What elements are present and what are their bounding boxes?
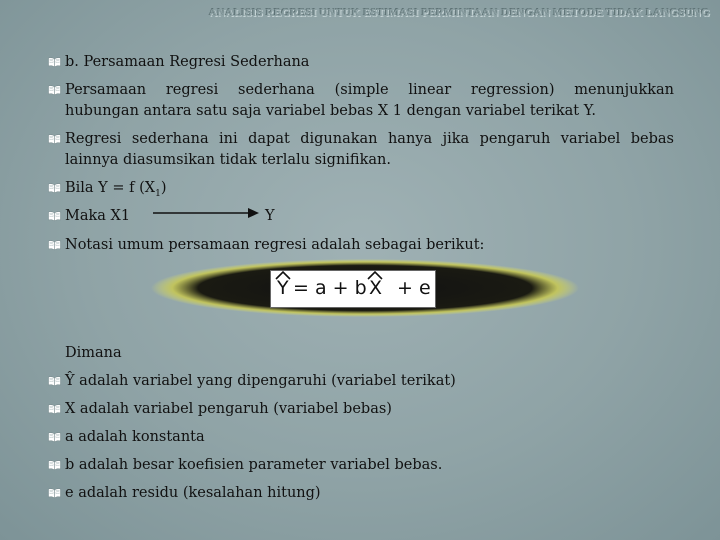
bullet-text: Bila Y = f $(X_1)$ (65, 180, 167, 199)
open-book-icon (48, 431, 61, 443)
open-book-icon (48, 459, 61, 471)
bullet-text: b. Persamaan Regresi Sederhana (65, 54, 310, 70)
formula-eq: = a + b (293, 277, 367, 299)
slide-title: ANALISIS REGRESI UNTUK ESTIMASI PERMINTAAN DENGAN METODE TIDAK LANGSUNG (209, 7, 710, 19)
formula-box (270, 270, 436, 308)
open-book-icon (48, 56, 61, 68)
bullet-item (48, 455, 674, 476)
hat-icon (367, 271, 383, 280)
bullet-text: Maka X1 (65, 208, 131, 224)
open-book-icon (48, 133, 61, 145)
bullet-text: X adalah variabel pengaruh (variabel bebas) (65, 401, 392, 417)
open-book-icon (48, 84, 61, 96)
bullet-text: hubungan antara satu saja variabel bebas X 1 dengan variabel terikat Y. (65, 103, 597, 119)
hat-icon (275, 271, 291, 280)
bullet-item (48, 371, 674, 392)
right-arrow-icon (153, 206, 259, 220)
bullet-item (48, 427, 674, 448)
bullet-item (48, 235, 674, 256)
formula-plus-e: + e (397, 277, 431, 299)
open-book-icon (48, 403, 61, 415)
formula-x: X (369, 277, 383, 299)
bullet-item (48, 129, 674, 171)
bullet-item (48, 206, 674, 227)
open-book-icon (48, 375, 61, 387)
target-variable-label: Y (265, 208, 275, 224)
open-book-icon (48, 239, 61, 251)
open-book-icon (48, 182, 61, 194)
bullet-text: Notasi umum persamaan regresi adalah sebagai berikut: (65, 237, 485, 253)
open-book-icon (48, 487, 61, 499)
bullet-item (48, 483, 674, 504)
bullet-text: e adalah residu (kesalahan hitung) (65, 485, 321, 501)
open-book-icon (48, 210, 61, 222)
bullet-text: Regresi sederhana ini dapat digunakan hanya jika pengaruh variabel bebas (65, 131, 674, 147)
bullet-text: Ŷ adalah variabel yang dipengaruhi (variabel terikat) (65, 373, 456, 389)
dimana-label: Dimana (65, 345, 122, 361)
bullet-item (48, 399, 674, 420)
bullet-text: b adalah besar koefisien parameter variabel bebas. (65, 457, 443, 473)
bullet-text: a adalah konstanta (65, 429, 205, 445)
bullet-text: Persamaan regresi sederhana (simple linear regression) menunjukkan (65, 82, 674, 98)
bullet-text: lainnya diasumsikan tidak terlalu signifikan. (65, 152, 391, 168)
regression-formula (150, 258, 580, 318)
formula-y: Y (277, 277, 289, 299)
bullet-item (48, 80, 674, 122)
bullet-item (48, 52, 674, 73)
bullet-item (48, 178, 674, 205)
